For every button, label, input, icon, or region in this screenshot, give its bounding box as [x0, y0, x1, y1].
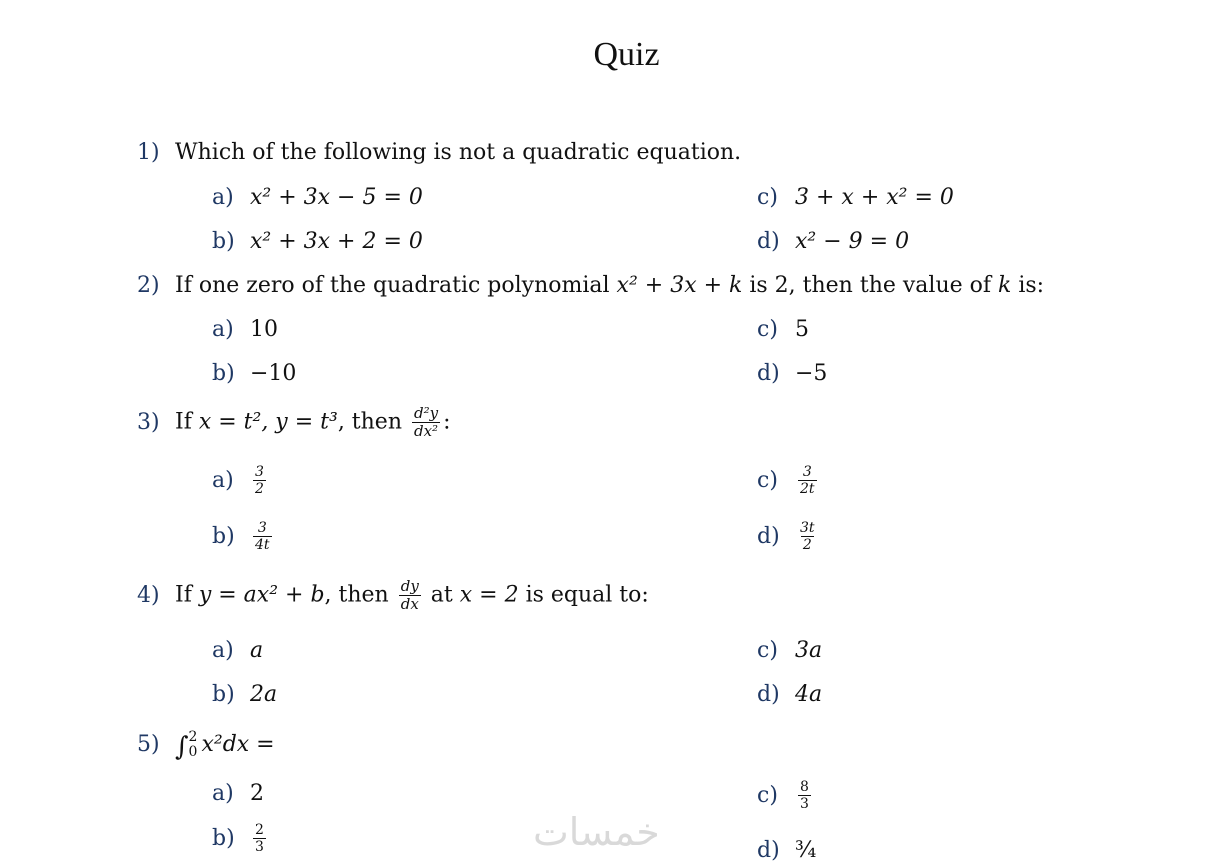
question-5 [137, 730, 275, 762]
q3-option-a[interactable] [212, 464, 269, 497]
q2-option-c[interactable] [757, 317, 809, 342]
question-text: , then [337, 409, 409, 435]
option-fraction [253, 822, 266, 855]
option-label: b) [212, 361, 235, 386]
watermark-logo: خمسات [533, 810, 660, 854]
integral-symbol: ∫ [175, 732, 189, 762]
q2-option-d[interactable] [757, 361, 827, 386]
fraction-denominator: 3 [800, 796, 809, 812]
question-text: If [175, 582, 199, 608]
function-expression: y = ax² + b [198, 582, 325, 608]
q1-option-d[interactable] [757, 229, 909, 254]
option-label: c) [757, 317, 778, 342]
page-title: Quiz [593, 36, 660, 73]
option-label: c) [757, 782, 778, 808]
question-text: is 2, then the value of [742, 273, 999, 298]
fraction-numerator: 3 [802, 464, 812, 480]
question-text: : [443, 409, 451, 435]
fraction-numerator: 3 [257, 520, 267, 536]
option-expression: −10 [250, 361, 297, 386]
question-4 [137, 578, 649, 613]
fraction-denominator: dx² [414, 422, 439, 440]
q3-option-d[interactable] [757, 520, 820, 553]
fraction-denominator: 2 [802, 537, 812, 553]
variable: k [998, 273, 1012, 298]
option-fraction [253, 520, 272, 553]
upper-limit: 2 [188, 729, 198, 745]
option-label: d) [757, 682, 780, 707]
q1-option-a[interactable] [212, 185, 423, 210]
option-expression: x² + 3x + 2 = 0 [250, 229, 423, 254]
option-fraction [798, 779, 811, 812]
option-expression: 5 [795, 317, 809, 342]
option-label: d) [757, 523, 780, 549]
point-expression: x = 2 [459, 582, 519, 608]
q1-option-b[interactable] [212, 229, 423, 254]
fraction-denominator: 2 [255, 481, 264, 497]
question-3 [137, 405, 451, 440]
option-expression: ¾ [795, 838, 817, 863]
fraction-numerator: d²y [414, 404, 439, 422]
q4-option-c[interactable] [757, 638, 822, 663]
question-text: If [175, 409, 199, 435]
option-expression: x² − 9 = 0 [795, 229, 910, 254]
question-1 [137, 140, 741, 165]
option-fraction [798, 464, 817, 497]
question-2 [137, 273, 1044, 298]
polynomial-expression: x² + 3x + k [616, 273, 743, 298]
parametric-expression: x = t², y = t³ [198, 409, 338, 435]
question-number: 2) [137, 273, 160, 298]
question-number: 4) [137, 582, 160, 608]
q5-option-d[interactable] [757, 838, 816, 863]
fraction-numerator: 3 [255, 464, 264, 480]
option-label: c) [757, 638, 778, 663]
fraction-denominator: 2t [800, 481, 815, 497]
fraction-numerator: 3t [800, 520, 815, 536]
option-label: c) [757, 467, 778, 493]
option-expression: −5 [795, 361, 828, 386]
option-expression: 2 [250, 781, 264, 806]
q4-option-a[interactable] [212, 638, 263, 663]
option-label: d) [757, 229, 780, 254]
q4-option-b[interactable] [212, 682, 277, 707]
q1-option-c[interactable] [757, 185, 954, 210]
option-expression: 3a [795, 638, 823, 663]
question-text: is equal to: [518, 582, 649, 608]
option-label: b) [212, 682, 235, 707]
option-expression: 4a [795, 682, 823, 707]
option-label: b) [212, 825, 235, 851]
q3-option-b[interactable] [212, 520, 275, 553]
option-label: d) [757, 361, 780, 386]
option-expression: 10 [250, 317, 278, 342]
q2-option-a[interactable] [212, 317, 278, 342]
question-text: , then [324, 582, 396, 608]
q2-option-b[interactable] [212, 361, 296, 386]
option-expression: a [250, 638, 264, 663]
fraction-denominator: 3 [255, 839, 264, 855]
q3-option-c[interactable] [757, 464, 820, 497]
option-expression: 3 + x + x² = 0 [795, 185, 954, 210]
option-label: d) [757, 838, 780, 863]
question-text: is: [1011, 273, 1045, 298]
q5-option-b[interactable] [212, 822, 269, 855]
lower-limit: 0 [188, 744, 198, 760]
derivative-fraction [412, 405, 440, 440]
integral-limits [189, 730, 198, 760]
option-expression: x² + 3x − 5 = 0 [250, 185, 423, 210]
question-text: Which of the following is not a quadratic equation. [175, 140, 742, 165]
option-label: a) [212, 467, 234, 493]
question-text: If one zero of the quadratic polynomial [175, 273, 617, 298]
question-number: 5) [137, 732, 160, 757]
q4-option-d[interactable] [757, 682, 822, 707]
question-text: at [423, 582, 460, 608]
option-label: b) [212, 229, 235, 254]
question-number: 1) [137, 140, 160, 165]
option-label: c) [757, 185, 778, 210]
question-number: 3) [137, 409, 160, 435]
option-label: a) [212, 185, 234, 210]
fraction-numerator: 8 [800, 779, 809, 795]
fraction-denominator: 4t [255, 537, 270, 553]
fraction-denominator: dx [400, 595, 419, 613]
option-label: a) [212, 781, 234, 806]
option-label: a) [212, 638, 234, 663]
integrand-expression: x²dx = [201, 732, 275, 757]
q5-option-a[interactable] [212, 781, 264, 806]
fraction-numerator: 2 [255, 822, 264, 838]
q5-option-c[interactable] [757, 779, 814, 812]
fraction-numerator: dy [400, 577, 419, 595]
option-label: a) [212, 317, 234, 342]
option-label: b) [212, 523, 235, 549]
option-fraction [253, 464, 266, 497]
derivative-fraction [399, 578, 421, 613]
option-expression: 2a [250, 682, 278, 707]
option-fraction [798, 520, 817, 553]
